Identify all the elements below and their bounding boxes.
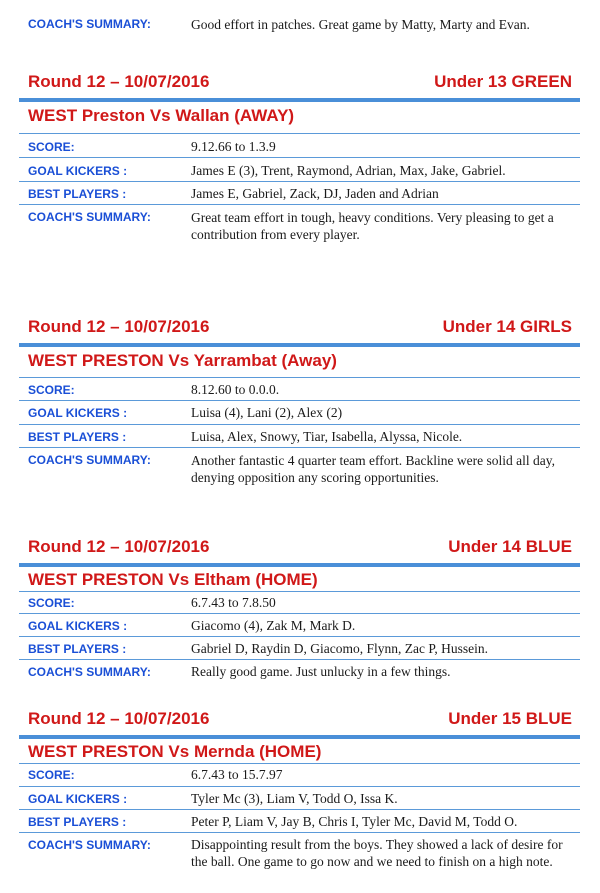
score-value: 6.7.43 to 7.8.50 (191, 595, 276, 610)
row-divider (19, 591, 580, 592)
goal-kickers-value: Luisa (4), Lani (2), Alex (2) (191, 405, 343, 420)
section-divider (19, 735, 580, 739)
goal-kickers-value: James E (3), Trent, Raymond, Adrian, Max, Jake, Gabriel. (191, 163, 506, 178)
best-players-label: BEST PLAYERS : (28, 815, 127, 829)
row-divider (19, 424, 580, 425)
round-heading: Round 12 – 10/07/2016 (28, 72, 210, 91)
matchup-heading: WEST PRESTON Vs Yarrambat (Away) (28, 351, 337, 370)
row-divider (19, 181, 580, 182)
row-divider (19, 763, 580, 764)
section-divider (19, 343, 580, 347)
team-heading: Under 15 BLUE (448, 709, 572, 728)
goal-kickers-label: GOAL KICKERS : (28, 619, 128, 633)
team-heading: Under 14 BLUE (448, 537, 572, 556)
section-divider (19, 563, 580, 567)
matchup-heading: WEST Preston Vs Wallan (AWAY) (28, 106, 295, 125)
score-label: SCORE: (28, 383, 75, 397)
row-divider (19, 133, 580, 134)
row-divider (19, 447, 580, 448)
team-heading: Under 14 GIRLS (442, 317, 572, 336)
coach-summary-value: Another fantastic 4 quarter team effort. Backline were solid all day, denying opposition any scoring opportunities. (191, 453, 555, 485)
coach-summary-label: COACH'S SUMMARY: (28, 210, 151, 224)
coach-summary-value: Really good game. Just unlucky in a few things. (191, 664, 451, 679)
goal-kickers-label: GOAL KICKERS : (28, 164, 128, 178)
round-heading: Round 12 – 10/07/2016 (28, 709, 210, 728)
coach-summary-value: Good effort in patches. Great game by Matty, Marty and Evan. (191, 17, 530, 32)
score-value: 8.12.60 to 0.0.0. (191, 382, 280, 397)
row-divider (19, 377, 580, 378)
score-label: SCORE: (28, 768, 75, 782)
row-divider (19, 809, 580, 810)
goal-kickers-label: GOAL KICKERS : (28, 406, 128, 420)
coach-summary-label: COACH'S SUMMARY: (28, 665, 151, 679)
row-divider (19, 613, 580, 614)
matchup-heading: WEST PRESTON Vs Mernda (HOME) (28, 742, 322, 761)
row-divider (19, 832, 580, 833)
row-divider (19, 659, 580, 660)
coach-summary-value: Great team effort in tough, heavy conditions. Very pleasing to get a contribution from every player. (191, 210, 554, 242)
row-divider (19, 157, 580, 158)
row-divider (19, 786, 580, 787)
best-players-value: James E, Gabriel, Zack, DJ, Jaden and Adrian (191, 186, 439, 201)
coach-summary-label: COACH'S SUMMARY: (28, 838, 151, 852)
best-players-value: Luisa, Alex, Snowy, Tiar, Isabella, Alyssa, Nicole. (191, 429, 463, 444)
row-divider (19, 636, 580, 637)
goal-kickers-label: GOAL KICKERS : (28, 792, 128, 806)
score-value: 9.12.66 to 1.3.9 (191, 139, 276, 154)
section-divider (19, 98, 580, 102)
best-players-value: Peter P, Liam V, Jay B, Chris I, Tyler Mc, David M, Todd O. (191, 814, 518, 829)
coach-summary-label: COACH'S SUMMARY: (28, 453, 151, 467)
goal-kickers-value: Tyler Mc (3), Liam V, Todd O, Issa K. (191, 791, 398, 806)
row-divider (19, 400, 580, 401)
goal-kickers-value: Giacomo (4), Zak M, Mark D. (191, 618, 356, 633)
team-heading: Under 13 GREEN (434, 72, 572, 91)
coach-summary-label: COACH'S SUMMARY: (28, 17, 151, 31)
best-players-value: Gabriel D, Raydin D, Giacomo, Flynn, Zac P, Hussein. (191, 641, 488, 656)
score-label: SCORE: (28, 596, 75, 610)
matchup-heading: WEST PRESTON Vs Eltham (HOME) (28, 570, 318, 589)
round-heading: Round 12 – 10/07/2016 (28, 537, 210, 556)
coach-summary-value: Disappointing result from the boys. They showed a lack of desire for the ball. One game to go now and we need to finish on a high note. (191, 837, 563, 869)
score-value: 6.7.43 to 15.7.97 (191, 767, 283, 782)
best-players-label: BEST PLAYERS : (28, 187, 127, 201)
best-players-label: BEST PLAYERS : (28, 642, 127, 656)
best-players-label: BEST PLAYERS : (28, 430, 127, 444)
row-divider (19, 204, 580, 205)
round-heading: Round 12 – 10/07/2016 (28, 317, 210, 336)
score-label: SCORE: (28, 140, 75, 154)
